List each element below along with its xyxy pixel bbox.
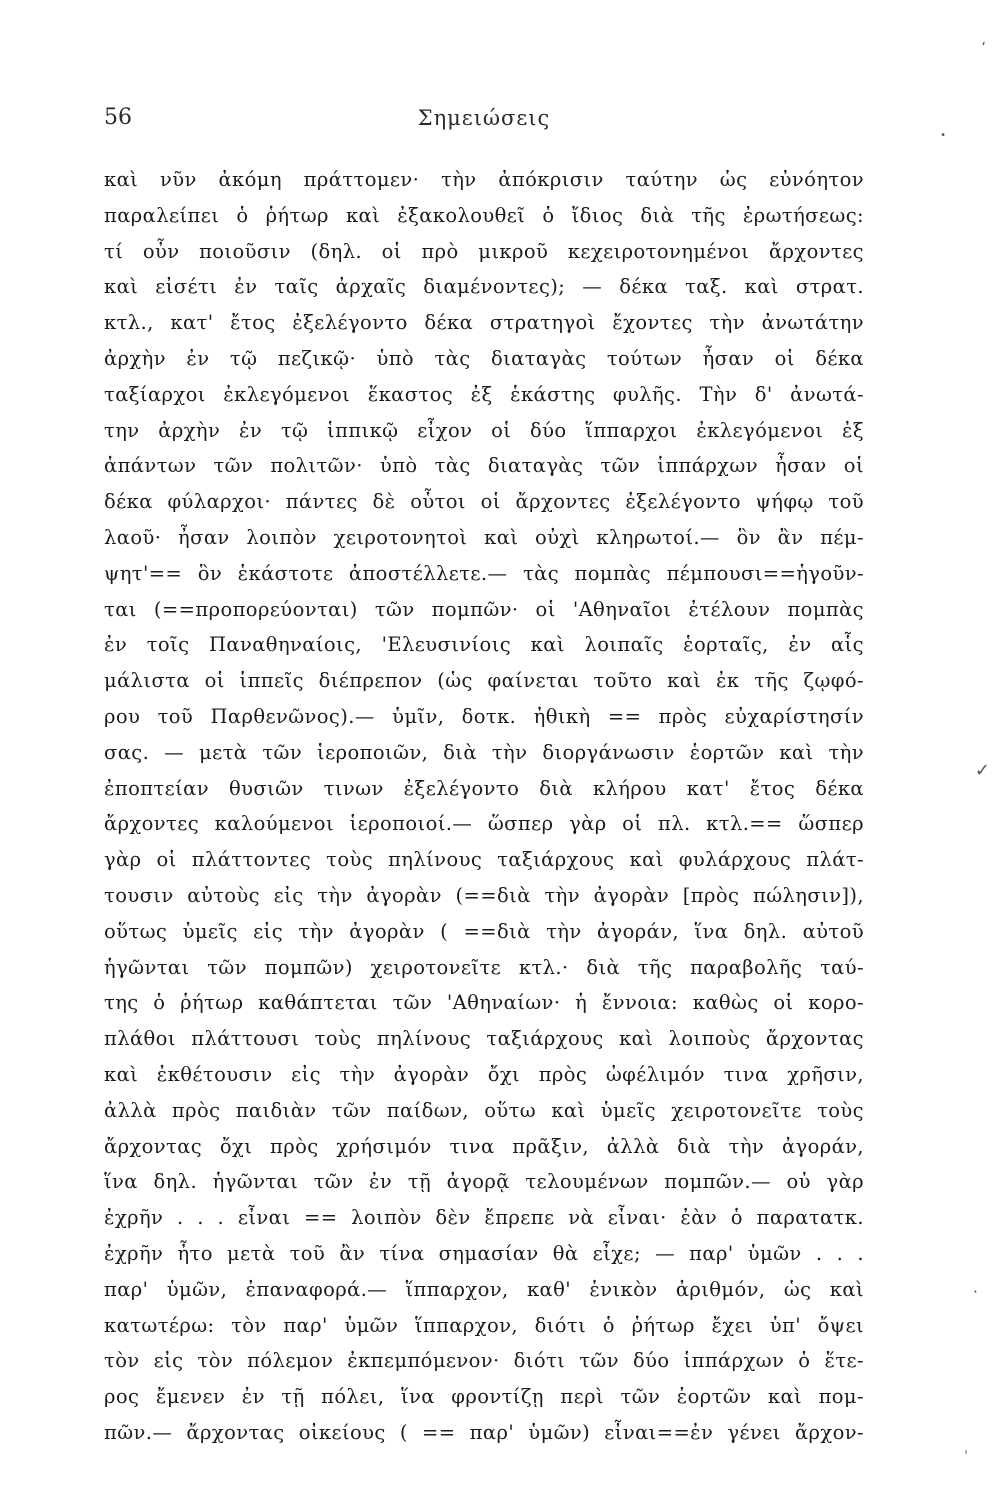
text-line: λαοῦ· ἦσαν λοιπὸν χειροτονητοὶ καὶ οὐχὶ κληρωτοί.— ὃν ἂν πέμ-: [104, 525, 864, 549]
text-line: ἐποπτείαν θυσιῶν τινων ἐξελέγοντο διὰ κλήρου κατ' ἔτος δέκα: [104, 776, 864, 800]
running-title: Σημειώσεις: [417, 106, 551, 130]
text-line: ἀρχὴν ἐν τῷ πεζικῷ· ὑπὸ τὰς διαταγὰς τούτων ἦσαν οἱ δέκα: [104, 346, 864, 370]
text-line: ἵνα δηλ. ἡγῶνται τῶν ἐν τῇ ἀγορᾷ τελουμένων πομπῶν.— οὐ γὰρ: [104, 1170, 864, 1194]
text-line: δέκα φύλαρχοι· πάντες δὲ οὗτοι οἱ ἄρχοντες ἐξελέγοντο ψήφῳ τοῦ: [104, 490, 864, 514]
margin-speck-mark: ˌ: [964, 1440, 968, 1456]
text-line: κατωτέρω: τὸν παρ' ὑμῶν ἵππαρχον, διότι ὁ ῥήτωρ ἔχει ὑπ' ὄψει: [104, 1313, 864, 1337]
text-line: ἐχρῆν ἦτο μετὰ τοῦ ἂν τίνα σημασίαν θὰ εἶχε; — παρ' ὑμῶν . . .: [104, 1241, 864, 1265]
scan-speck-mark: ʻ: [981, 40, 986, 56]
body-text: [104, 162, 864, 1451]
text-line: ταξίαρχοι ἐκλεγόμενοι ἕκαστος ἐξ ἑκάστης φυλῆς. Τὴν δ' ἀνωτά-: [104, 382, 864, 406]
text-line: ψητ'== ὃν ἑκάστοτε ἀποστέλλετε.— τὰς πομπὰς πέμπουσι==ἡγοῦν-: [104, 561, 864, 585]
margin-speck-mark: ·: [972, 1282, 978, 1301]
text-line: ται (==προπορεύονται) τῶν πομπῶν· οἱ 'Αθηναῖοι ἐτέλουν πομπὰς: [104, 597, 864, 621]
text-line: ἐχρῆν . . . εἶναι == λοιπὸν δὲν ἔπρεπε νὰ εἶναι· ἐὰν ὁ παρατατκ.: [104, 1206, 864, 1230]
text-line: ἡγῶνται τῶν πομπῶν) χειροτονεῖτε κτλ.· διὰ τῆς παραβολῆς ταύ-: [104, 955, 864, 979]
text-line: οὕτως ὑμεῖς εἰς τὴν ἀγορὰν ( ==διὰ τὴν ἀγοράν, ἵνα δηλ. αὐτοῦ: [104, 919, 864, 943]
text-line: της ὁ ῥήτωρ καθάπτεται τῶν 'Αθηναίων· ἡ ἔννοια: καθὼς οἱ κορο-: [104, 991, 864, 1015]
text-line: ἀλλὰ πρὸς παιδιὰν τῶν παίδων, οὕτω καὶ ὑμεῖς χειροτονεῖτε τοὺς: [104, 1098, 864, 1122]
text-line: την ἀρχὴν ἐν τῷ ἱππικῷ εἶχον οἱ δύο ἵππαρχοι ἐκλεγόμενοι ἐξ: [104, 418, 864, 442]
text-line: τουσιν αὐτοὺς εἰς τὴν ἀγορὰν (==διὰ τὴν ἀγορὰν [πρὸς πώλησιν]),: [104, 883, 864, 907]
text-line: τί οὖν ποιοῦσιν (δηλ. οἱ πρὸ μικροῦ κεχειροτονημένοι ἄρχοντες: [104, 239, 864, 263]
margin-tick-mark: ✓: [974, 760, 990, 781]
page-header: [104, 98, 864, 138]
text-line: μάλιστα οἱ ἱππεῖς διέπρεπον (ὡς φαίνεται τοῦτο καὶ ἐκ τῆς ζῳφό-: [104, 669, 864, 693]
page-number: 56: [104, 105, 132, 130]
text-line: καὶ ἐκθέτουσιν εἰς τὴν ἀγορὰν ὄχι πρὸς ὠφέλιμόν τινα χρῆσιν,: [104, 1062, 864, 1086]
text-line: ρου τοῦ Παρθενῶνος).— ὑμῖν, δοτκ. ἠθικὴ == πρὸς εὐχαρίστησίν: [104, 704, 864, 728]
text-line: καὶ εἰσέτι ἐν ταῖς ἀρχαῖς διαμένοντες); — δέκα ταξ. καὶ στρατ.: [104, 275, 864, 299]
text-line: παρ' ὑμῶν, ἐπαναφορά.— ἵππαρχον, καθ' ἑνικὸν ἀριθμόν, ὡς καὶ: [104, 1277, 864, 1301]
scan-dot-mark: •: [940, 130, 946, 141]
text-line: ρος ἔμενεν ἐν τῇ πόλει, ἵνα φροντίζῃ περὶ τῶν ἑορτῶν καὶ πομ-: [104, 1385, 864, 1409]
text-line: σας. — μετὰ τῶν ἱεροποιῶν, διὰ τὴν διοργάνωσιν ἑορτῶν καὶ τὴν: [104, 740, 864, 764]
text-line: ἐν τοῖς Παναθηναίοις, 'Ελευσινίοις καὶ λοιπαῖς ἑορταῖς, ἐν αἷς: [104, 633, 864, 657]
text-line: ἄρχοντας ὄχι πρὸς χρήσιμόν τινα πρᾶξιν, ἀλλὰ διὰ τὴν ἀγοράν,: [104, 1134, 864, 1158]
text-line: παραλείπει ὁ ῥήτωρ καὶ ἐξακολουθεῖ ὁ ἴδιος διὰ τῆς ἐρωτήσεως:: [104, 203, 864, 227]
text-line: κτλ., κατ' ἔτος ἐξελέγοντο δέκα στρατηγοὶ ἔχοντες τὴν ἀνωτάτην: [104, 311, 864, 335]
text-line: τὸν εἰς τὸν πόλεμον ἐκπεμπόμενον· διότι τῶν δύο ἱππάρχων ὁ ἕτε-: [104, 1349, 864, 1373]
text-line: γὰρ οἱ πλάττοντες τοὺς πηλίνους ταξιάρχους καὶ φυλάρχους πλάτ-: [104, 848, 864, 872]
text-line: ἁπάντων τῶν πολιτῶν· ὑπὸ τὰς διαταγὰς τῶν ἱππάρχων ἦσαν οἱ: [104, 454, 864, 478]
text-line: πλάθοι πλάττουσι τοὺς πηλίνους ταξιάρχους καὶ λοιποὺς ἄρχοντας: [104, 1027, 864, 1051]
text-line: καὶ νῦν ἀκόμη πράττομεν· τὴν ἀπόκρισιν ταύτην ὡς εὐνόητον: [104, 168, 864, 191]
text-line: ἄρχοντες καλούμενοι ἱεροποιοί.— ὥσπερ γὰρ οἱ πλ. κτλ.== ὥσπερ: [104, 812, 864, 836]
text-line: πῶν.— ἄρχοντας οἰκείους ( == παρ' ὑμῶν) εἶναι==ἐν γένει ἄρχον-: [104, 1420, 864, 1444]
